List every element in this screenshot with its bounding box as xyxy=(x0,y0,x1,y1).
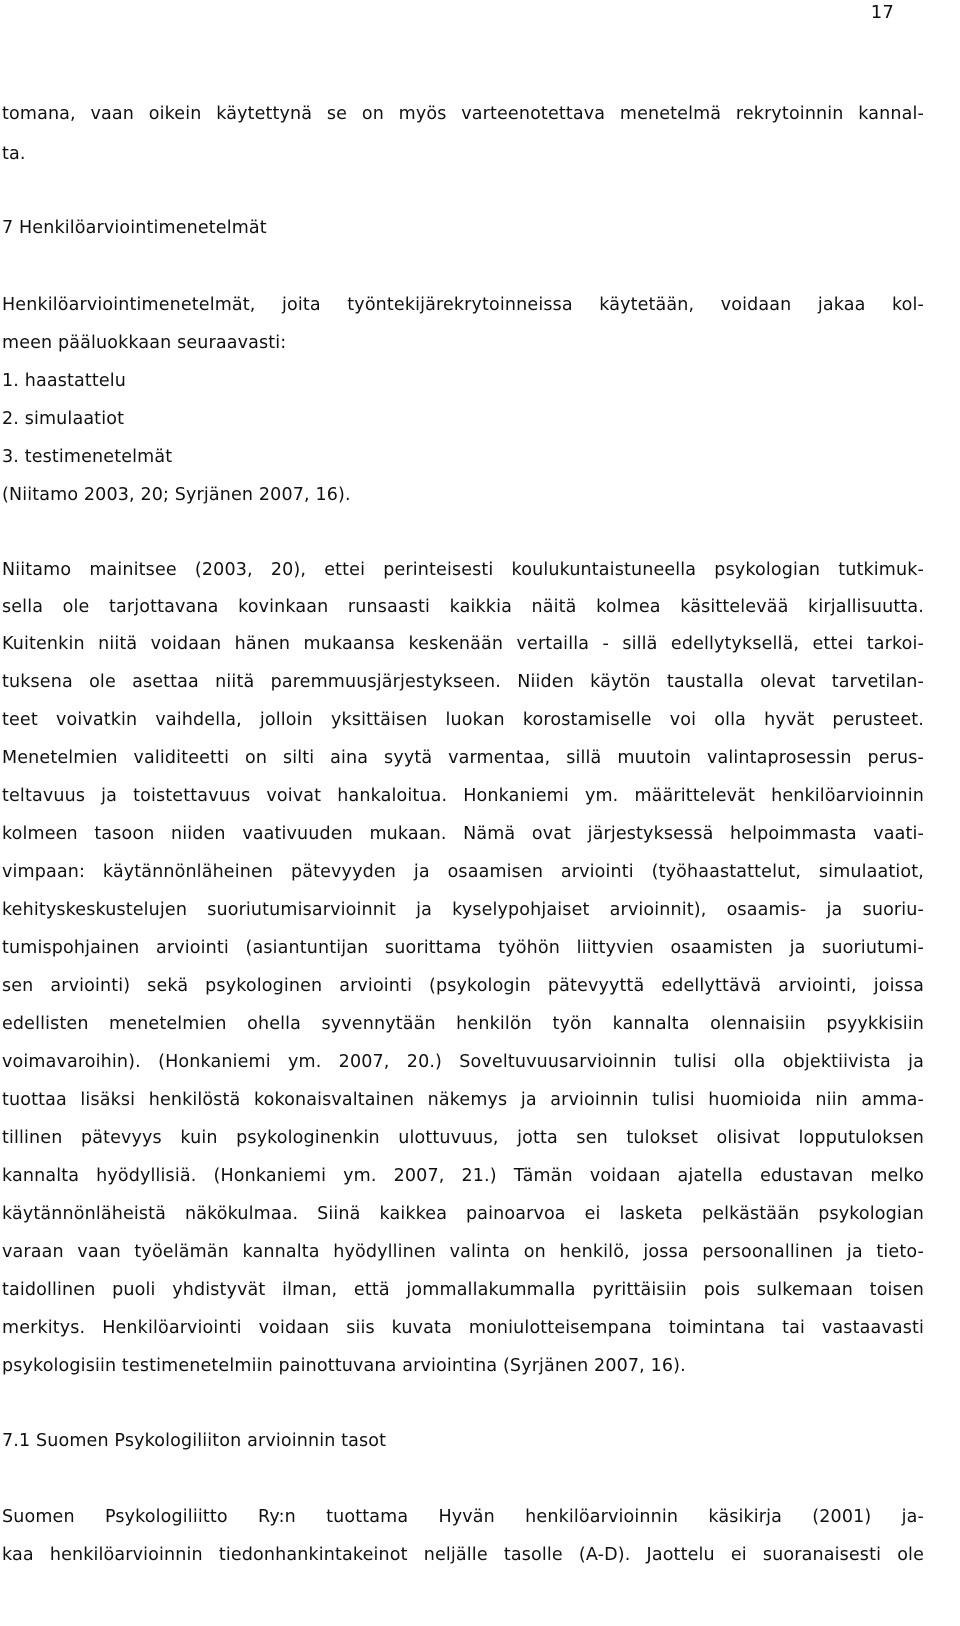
section-heading-7-1: 7.1 Suomen Psykologiliiton arvioinnin tasot xyxy=(2,1431,387,1451)
body-line-6: Menetelmien validiteetti on silti aina syytä varmentaa, sillä muutoin valintaprosessin perus- xyxy=(2,748,924,768)
body-line-10: kehityskeskustelujen suoriutumisarvioinnit ja kyselypohjaiset arvioinnit), osaamis- ja suoriu- xyxy=(2,900,924,920)
body-line-9: vimpaan: käytännönläheinen pätevyyden ja osaamisen arviointi (työhaastattelut, simulaatiot, xyxy=(2,862,924,882)
body-line-21: merkitys. Henkilöarviointi voidaan siis kuvata moniulotteisempana toimintana tai vastaavasti xyxy=(2,1318,924,1338)
section7-lead-line-1: Henkilöarviointimenetelmät, joita työntekijärekrytoinneissa käytetään, voidaan jakaa kol- xyxy=(2,295,924,315)
section7-lead-line-2: meen pääluokkaan seuraavasti: xyxy=(2,333,287,353)
list-item-testimenetelmat: 3. testimenetelmät xyxy=(2,447,173,467)
body-line-1: Niitamo mainitsee (2003, 20), ettei perinteisesti koulukuntaistuneella psykologian tutkimuk- xyxy=(2,560,924,580)
intro-line-2: ta. xyxy=(2,144,26,164)
body-line-12: sen arviointi) sekä psykologinen arviointi (psykologin pätevyyttä edellyttävä arviointi, joissa xyxy=(2,976,924,996)
body-line-15: tuottaa lisäksi henkilöstä kokonaisvaltainen näkemys ja arvioinnin tulisi huomioida niin amma- xyxy=(2,1090,924,1110)
intro-line-1: tomana, vaan oikein käytettynä se on myös varteenotettava menetelmä rekrytoinnin kannal- xyxy=(2,104,924,124)
body-line-17: kannalta hyödyllisiä. (Honkaniemi ym. 2007, 21.) Tämän voidaan ajatella edustavan melko xyxy=(2,1166,924,1186)
body-line-11: tumispohjainen arviointi (asiantuntijan suorittama työhön liittyvien osaamisten ja suoriutumi- xyxy=(2,938,924,958)
body-line-16: tillinen pätevyys kuin psykologinenkin ulottuvuus, jotta sen tulokset olisivat lopputuloksen xyxy=(2,1128,924,1148)
body-line-2: sella ole tarjottavana kovinkaan runsaasti kaikkia näitä kolmea käsittelevää kirjallisuutta. xyxy=(2,597,924,617)
list-item-simulaatiot: 2. simulaatiot xyxy=(2,409,125,429)
body-line-4: tuksena ole asettaa niitä paremmuusjärjestykseen. Niiden käytön taustalla olevat tarvetilan- xyxy=(2,672,924,692)
body-line-14: voimavaroihin). (Honkaniemi ym. 2007, 20.) Soveltuvuusarvioinnin tulisi olla objektiivista ja xyxy=(2,1052,924,1072)
body-line-22: psykologisiin testimenetelmiin painottuvana arviointina (Syrjänen 2007, 16). xyxy=(2,1356,686,1376)
body-line-20: taidollinen puoli yhdistyvät ilman, että jommallakummalla pyrittäisiin pois sulkemaan toisen xyxy=(2,1280,924,1300)
page-number: 17 xyxy=(870,2,894,23)
list-item-haastattelu: 1. haastattelu xyxy=(2,371,127,391)
body-line-7: teltavuus ja toistettavuus voivat hankaloitua. Honkaniemi ym. määrittelevät henkilöarvioinnin xyxy=(2,786,924,806)
citation: (Niitamo 2003, 20; Syrjänen 2007, 16). xyxy=(2,485,351,505)
section-heading-7: 7 Henkilöarviointimenetelmät xyxy=(2,218,267,238)
body-line-19: varaan vaan työelämän kannalta hyödyllinen valinta on henkilö, jossa persoonallinen ja tieto- xyxy=(2,1242,924,1262)
section71-line-1: Suomen Psykologiliitto Ry:n tuottama Hyvän henkilöarvioinnin käsikirja (2001) ja- xyxy=(2,1507,924,1527)
body-line-5: teet voivatkin vaihdella, jolloin yksittäisen luokan korostamiselle voi olla hyvät perusteet. xyxy=(2,710,924,730)
body-line-18: käytännönläheistä näkökulmaa. Siinä kaikkea painoarvoa ei lasketa pelkästään psykologian xyxy=(2,1204,924,1224)
body-line-3: Kuitenkin niitä voidaan hänen mukaansa keskenään vertailla - sillä edellytyksellä, ettei tarkoi- xyxy=(2,634,924,654)
body-line-8: kolmeen tasoon niiden vaativuuden mukaan. Nämä ovat järjestyksessä helpoimmasta vaati- xyxy=(2,824,924,844)
section71-line-2: kaa henkilöarvioinnin tiedonhankintakeinot neljälle tasolle (A-D). Jaottelu ei suoranaisesti ole xyxy=(2,1545,924,1565)
body-line-13: edellisten menetelmien ohella syvennytään henkilön työn kannalta olennaisiin psyykkisiin xyxy=(2,1014,924,1034)
